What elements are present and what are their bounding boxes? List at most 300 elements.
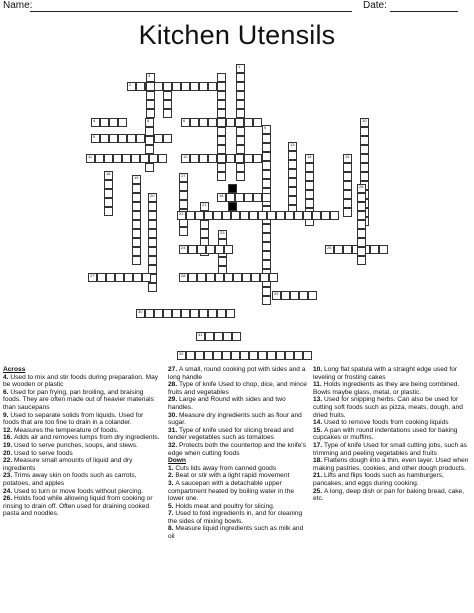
grid-cell[interactable] (226, 309, 235, 318)
grid-cell[interactable] (199, 82, 208, 91)
grid-cell[interactable] (276, 351, 285, 360)
grid-cell[interactable] (262, 233, 271, 242)
grid-cell[interactable] (343, 154, 352, 163)
grid-cell[interactable] (132, 220, 141, 229)
clue-number: 26 (359, 184, 364, 189)
grid-cell[interactable] (148, 202, 157, 211)
grid-cell[interactable] (360, 154, 369, 163)
clue-item: 14. Used to remove foods from cooking liquids (313, 419, 449, 427)
grid-cell[interactable] (218, 257, 227, 266)
grid-cell[interactable] (288, 160, 297, 169)
grid-cell[interactable] (357, 238, 366, 247)
clue-number: 25 (327, 245, 332, 250)
grid-cell[interactable] (145, 163, 154, 172)
grid-cell[interactable] (217, 109, 226, 118)
grid-cell[interactable] (140, 154, 149, 163)
grid-cell[interactable] (208, 118, 217, 127)
grid-cell[interactable] (288, 151, 297, 160)
grid-cell[interactable] (124, 273, 133, 282)
grid-cell[interactable] (242, 273, 251, 282)
grid-cell[interactable] (236, 145, 245, 154)
grid-cell[interactable] (146, 82, 155, 91)
grid-cell[interactable] (357, 256, 366, 265)
grid-cell[interactable] (205, 332, 214, 341)
grid-cell[interactable] (181, 118, 190, 127)
grid-cell[interactable] (262, 251, 271, 260)
grid-cell[interactable] (360, 127, 369, 136)
grid-cell[interactable] (253, 118, 262, 127)
grid-cell[interactable] (288, 178, 297, 187)
name-label: Name: (3, 0, 33, 11)
grid-cell[interactable] (223, 332, 232, 341)
grid-cell[interactable] (222, 211, 231, 220)
grid-cell[interactable] (379, 245, 388, 254)
grid-cell[interactable] (118, 118, 127, 127)
grid-cell[interactable] (148, 220, 157, 229)
grid-cell[interactable] (253, 154, 262, 163)
clue-item: 16. Adds air and removes lumps from dry ingredients. (3, 434, 160, 442)
grid-cell[interactable] (195, 351, 204, 360)
name-field[interactable] (30, 11, 352, 12)
grid-cell[interactable] (163, 309, 172, 318)
grid-cell[interactable] (357, 229, 366, 238)
grid-cell[interactable] (186, 211, 195, 220)
grid-cell[interactable] (145, 309, 154, 318)
grid-cell[interactable] (231, 351, 240, 360)
grid-cell[interactable] (262, 170, 271, 179)
grid-cell[interactable] (190, 309, 199, 318)
clue-number: 15 (345, 154, 350, 159)
grid-cell[interactable] (127, 134, 136, 143)
grid-cell[interactable] (343, 163, 352, 172)
grid-cell[interactable] (149, 154, 158, 163)
grid-cell[interactable] (226, 193, 235, 202)
grid-cell[interactable] (262, 161, 271, 170)
grid-cell[interactable] (240, 211, 249, 220)
grid-cell[interactable] (196, 332, 205, 341)
grid-cell[interactable] (148, 283, 157, 292)
grid-cell[interactable] (190, 154, 199, 163)
grid-cell[interactable] (249, 351, 258, 360)
grid-cell[interactable] (251, 273, 260, 282)
clue-item: 32. Protects both the countertop and the knife's edge when cutting foods (168, 441, 306, 457)
grid-cell[interactable] (181, 154, 190, 163)
grid-cell[interactable] (357, 202, 366, 211)
grid-cell[interactable] (305, 190, 314, 199)
clue-item: 21. Lifts and flips foods such as hamburgers, pancakes, and eggs during cooking. (313, 472, 444, 487)
grid-cell[interactable] (206, 245, 215, 254)
name-date-header (0, 0, 474, 14)
clue-item: 29. Large and Round with sides and two handles. (168, 396, 286, 411)
grid-cell[interactable] (262, 260, 271, 269)
grid-cell[interactable] (357, 220, 366, 229)
grid-cell[interactable] (179, 245, 188, 254)
grid-cell[interactable] (181, 309, 190, 318)
grid-cell[interactable] (200, 202, 209, 211)
grid-cell[interactable] (236, 64, 245, 73)
grid-cell[interactable] (206, 273, 215, 282)
clue-number: 22 (179, 211, 184, 216)
grid-cell[interactable] (132, 175, 141, 184)
grid-cell[interactable] (260, 273, 269, 282)
grid-cell[interactable] (357, 247, 366, 256)
grid-cell[interactable] (360, 172, 369, 181)
grid-cell[interactable] (217, 100, 226, 109)
grid-cell[interactable] (132, 256, 141, 265)
grid-cell[interactable] (195, 211, 204, 220)
grid-cell[interactable] (86, 154, 95, 163)
grid-cell[interactable] (281, 291, 290, 300)
clue-item: 30. Measure dry ingredients such as flour and sugar. (168, 411, 302, 427)
grid-cell[interactable] (148, 229, 157, 238)
grid-cell[interactable] (172, 82, 181, 91)
grid-cell[interactable] (226, 154, 235, 163)
grid-cell[interactable] (217, 127, 226, 136)
grid-cell[interactable] (204, 211, 213, 220)
date-field[interactable] (390, 11, 458, 12)
grid-cell[interactable] (290, 291, 299, 300)
grid-cell[interactable] (199, 154, 208, 163)
grid-cell[interactable] (200, 229, 209, 238)
grid-cell[interactable] (269, 273, 278, 282)
grid-cell[interactable] (262, 125, 271, 134)
grid-cell[interactable] (190, 82, 199, 91)
grid-cell[interactable] (146, 73, 155, 82)
grid-cell[interactable] (188, 273, 197, 282)
clue-number: 3 (148, 73, 151, 78)
grid-cell[interactable] (276, 211, 285, 220)
clue-number: 1 (238, 64, 241, 69)
grid-cell[interactable] (109, 118, 118, 127)
grid-cell[interactable] (179, 191, 188, 200)
grid-cell[interactable] (104, 171, 113, 180)
grid-cell[interactable] (235, 193, 244, 202)
clue-number: 12 (183, 154, 188, 159)
clue-item: 5. Holds meat and poultry for slicing. (168, 502, 275, 510)
grid-cell[interactable] (115, 273, 124, 282)
grid-cell[interactable] (148, 193, 157, 202)
grid-cell[interactable] (104, 207, 113, 216)
clue-item: 22. Measure small amounts of liquid and dry ingredients (3, 457, 133, 472)
grid-cell[interactable] (217, 73, 226, 82)
grid-cell[interactable] (217, 145, 226, 154)
grid-cell[interactable] (158, 154, 167, 163)
clue-number: 8 (147, 118, 150, 123)
grid-cell[interactable] (104, 154, 113, 163)
grid-cell[interactable] (224, 245, 233, 254)
grid-cell[interactable] (131, 154, 140, 163)
grid-cell[interactable] (154, 134, 163, 143)
clue-number: 32 (179, 351, 184, 356)
grid-cell[interactable] (215, 273, 224, 282)
grid-cell[interactable] (179, 200, 188, 209)
grid-cell[interactable] (305, 181, 314, 190)
grid-cell[interactable] (142, 273, 151, 282)
grid-cell[interactable] (236, 109, 245, 118)
grid-cell[interactable] (217, 154, 226, 163)
grid-cell[interactable] (145, 118, 154, 127)
grid-cell[interactable] (343, 208, 352, 217)
grid-cell[interactable] (200, 220, 209, 229)
grid-cell[interactable] (97, 273, 106, 282)
grid-cell[interactable] (236, 91, 245, 100)
grid-cell[interactable] (91, 118, 100, 127)
grid-cell[interactable] (177, 351, 186, 360)
grid-cell[interactable] (240, 351, 249, 360)
grid-cell[interactable] (136, 134, 145, 143)
grid-cell[interactable] (163, 109, 172, 118)
grid-cell[interactable] (104, 189, 113, 198)
grid-cell[interactable] (299, 291, 308, 300)
grid-cell[interactable] (285, 351, 294, 360)
grid-cell[interactable] (208, 309, 217, 318)
grid-cell[interactable] (197, 245, 206, 254)
grid-cell[interactable] (360, 145, 369, 154)
grid-cell[interactable] (357, 193, 366, 202)
grid-cell[interactable] (343, 245, 352, 254)
grid-cell[interactable] (132, 211, 141, 220)
clue-item: 4. Used to mix and stir foods during preparation. May be wooden or plastic (3, 373, 159, 389)
grid-cell[interactable] (136, 82, 145, 91)
grid-cell[interactable] (163, 134, 172, 143)
grid-cell[interactable] (217, 163, 226, 172)
grid-cell[interactable] (146, 100, 155, 109)
grid-cell[interactable] (122, 154, 131, 163)
grid-cell[interactable] (343, 181, 352, 190)
grid-cell[interactable] (236, 163, 245, 172)
clue-item: 7. Used to fold ingredients in, and for cleaning the sides of mixing bowls. (168, 510, 303, 525)
grid-cell[interactable] (163, 82, 172, 91)
grid-cell[interactable] (91, 134, 100, 143)
grid-cell[interactable] (204, 351, 213, 360)
clues-column-2 (168, 366, 310, 541)
grid-cell[interactable] (213, 351, 222, 360)
grid-cell[interactable] (262, 152, 271, 161)
grid-cell[interactable] (288, 169, 297, 178)
grid-cell[interactable] (181, 82, 190, 91)
grid-cell[interactable] (305, 154, 314, 163)
clue-number: 2 (129, 82, 132, 87)
clue-item: 1. Cuts lids away from canned goods (168, 464, 277, 472)
grid-cell[interactable] (106, 273, 115, 282)
grid-cell[interactable] (136, 309, 145, 318)
grid-cell[interactable] (236, 136, 245, 145)
grid-cell[interactable] (132, 238, 141, 247)
grid-cell[interactable] (236, 127, 245, 136)
grid-cell[interactable] (232, 332, 241, 341)
grid-cell[interactable] (236, 172, 245, 181)
across-heading: Across (3, 366, 26, 373)
grid-cell[interactable] (226, 118, 235, 127)
grid-cell[interactable] (100, 134, 109, 143)
grid-cell[interactable] (294, 351, 303, 360)
grid-cell[interactable] (148, 211, 157, 220)
grid-cell[interactable] (214, 332, 223, 341)
grid-cell[interactable] (163, 100, 172, 109)
date-label: Date: (363, 0, 387, 11)
grid-cell[interactable] (236, 100, 245, 109)
grid-cell[interactable] (262, 179, 271, 188)
grid-cell[interactable] (343, 199, 352, 208)
grid-cell[interactable] (188, 245, 197, 254)
grid-cell[interactable] (154, 82, 163, 91)
grid-cell[interactable] (235, 154, 244, 163)
clues-column-3 (313, 366, 471, 503)
black-square (228, 202, 237, 211)
grid-cell[interactable] (213, 211, 222, 220)
clue-item: 20. Used to serve foods (3, 449, 73, 457)
grid-cell[interactable] (132, 229, 141, 238)
clue-item: 6. Used for pan frying, pan broiling, and braising foods. They are often made out of heavier materials than saucepans (3, 388, 154, 411)
clue-item: 17. Type of knife Used for small cutting jobs, such as trimming and peeling vegetables and fruits (313, 441, 467, 457)
grid-cell[interactable] (267, 211, 276, 220)
grid-cell[interactable] (360, 118, 369, 127)
grid-cell[interactable] (179, 273, 188, 282)
clue-item: 9. Used to separate solids from liquids. Used for foods that are too fine to drain in a colander. (3, 411, 144, 427)
grid-cell[interactable] (370, 245, 379, 254)
grid-cell[interactable] (285, 211, 294, 220)
grid-cell[interactable] (145, 127, 154, 136)
grid-cell[interactable] (305, 163, 314, 172)
grid-cell[interactable] (217, 136, 226, 145)
grid-cell[interactable] (262, 242, 271, 251)
grid-cell[interactable] (208, 82, 217, 91)
grid-cell[interactable] (133, 273, 142, 282)
grid-cell[interactable] (224, 273, 233, 282)
grid-cell[interactable] (303, 211, 312, 220)
grid-cell[interactable] (360, 163, 369, 172)
grid-cell[interactable] (294, 211, 303, 220)
grid-cell[interactable] (244, 193, 253, 202)
grid-cell[interactable] (288, 187, 297, 196)
grid-cell[interactable] (104, 198, 113, 207)
grid-cell[interactable] (231, 211, 240, 220)
grid-cell[interactable] (233, 273, 242, 282)
clue-item: 25. A long, deep dish or pan for baking bread, cake, etc. (313, 487, 465, 503)
grid-cell[interactable] (312, 211, 321, 220)
grid-cell[interactable] (217, 82, 226, 91)
grid-cell[interactable] (235, 118, 244, 127)
grid-cell[interactable] (262, 143, 271, 152)
grid-cell[interactable] (321, 211, 330, 220)
grid-cell[interactable] (197, 273, 206, 282)
grid-cell[interactable] (249, 211, 258, 220)
grid-cell[interactable] (330, 211, 339, 220)
grid-cell[interactable] (100, 118, 109, 127)
grid-cell[interactable] (305, 199, 314, 208)
grid-cell[interactable] (104, 180, 113, 189)
grid-cell[interactable] (146, 109, 155, 118)
grid-cell[interactable] (217, 309, 226, 318)
grid-cell[interactable] (88, 273, 97, 282)
grid-cell[interactable] (118, 134, 127, 143)
grid-cell[interactable] (148, 238, 157, 247)
grid-cell[interactable] (288, 142, 297, 151)
grid-cell[interactable] (262, 287, 271, 296)
grid-cell[interactable] (288, 196, 297, 205)
grid-cell[interactable] (190, 118, 199, 127)
grid-cell[interactable] (262, 134, 271, 143)
grid-cell[interactable] (199, 118, 208, 127)
grid-cell[interactable] (218, 230, 227, 239)
grid-cell[interactable] (109, 134, 118, 143)
grid-cell[interactable] (215, 245, 224, 254)
down-heading: Down (168, 457, 186, 465)
grid-cell[interactable] (217, 118, 226, 127)
clue-number: 23 (220, 230, 225, 235)
grid-cell[interactable] (132, 193, 141, 202)
grid-cell[interactable] (217, 172, 226, 181)
grid-cell[interactable] (145, 136, 154, 145)
grid-cell[interactable] (262, 296, 271, 305)
page-title: Kitchen Utensils (138, 20, 336, 50)
grid-cell[interactable] (217, 193, 226, 202)
grid-cell[interactable] (262, 193, 271, 202)
grid-cell[interactable] (217, 91, 226, 100)
grid-cell[interactable] (236, 82, 245, 91)
grid-cell[interactable] (132, 202, 141, 211)
grid-cell[interactable] (357, 184, 366, 193)
clue-number: 16 (106, 171, 111, 176)
grid-cell[interactable] (343, 172, 352, 181)
grid-cell[interactable] (244, 154, 253, 163)
grid-cell[interactable] (258, 351, 267, 360)
grid-cell[interactable] (113, 154, 122, 163)
grid-cell[interactable] (222, 351, 231, 360)
clue-item: 23. Trims away skin on foods such as carrots, potatoes, and apples (3, 472, 137, 487)
grid-cell[interactable] (308, 291, 317, 300)
grid-cell[interactable] (177, 211, 186, 220)
grid-cell[interactable] (303, 351, 312, 360)
grid-cell[interactable] (132, 247, 141, 256)
clue-number: 9 (264, 125, 267, 130)
grid-cell[interactable] (163, 91, 172, 100)
grid-cell[interactable] (145, 145, 154, 154)
grid-cell[interactable] (258, 211, 267, 220)
grid-cell[interactable] (272, 291, 281, 300)
grid-cell[interactable] (186, 351, 195, 360)
grid-cell[interactable] (179, 182, 188, 191)
grid-cell[interactable] (262, 224, 271, 233)
grid-cell[interactable] (179, 173, 188, 182)
grid-cell[interactable] (154, 309, 163, 318)
grid-cell[interactable] (325, 245, 334, 254)
black-square (228, 184, 237, 193)
grid-cell[interactable] (148, 256, 157, 265)
grid-cell[interactable] (236, 73, 245, 82)
grid-cell[interactable] (127, 82, 136, 91)
grid-cell[interactable] (95, 154, 104, 163)
clue-item: 27. A small, round cooking pot with sides and a long handle (168, 366, 306, 381)
grid-cell[interactable] (199, 309, 208, 318)
grid-cell[interactable] (172, 309, 181, 318)
clue-number: 18 (219, 193, 224, 198)
grid-cell[interactable] (360, 136, 369, 145)
grid-cell[interactable] (148, 247, 157, 256)
grid-cell[interactable] (357, 211, 366, 220)
grid-cell[interactable] (132, 184, 141, 193)
grid-cell[interactable] (208, 154, 217, 163)
grid-cell[interactable] (179, 227, 188, 236)
grid-cell[interactable] (244, 118, 253, 127)
grid-cell[interactable] (305, 172, 314, 181)
grid-cell[interactable] (146, 91, 155, 100)
grid-cell[interactable] (334, 245, 343, 254)
clue-item: 28. Type of knife Used to chop, dice, and mince fruits and vegetables (168, 381, 307, 396)
grid-cell[interactable] (267, 351, 276, 360)
grid-cell[interactable] (343, 190, 352, 199)
grid-cell[interactable] (253, 193, 262, 202)
